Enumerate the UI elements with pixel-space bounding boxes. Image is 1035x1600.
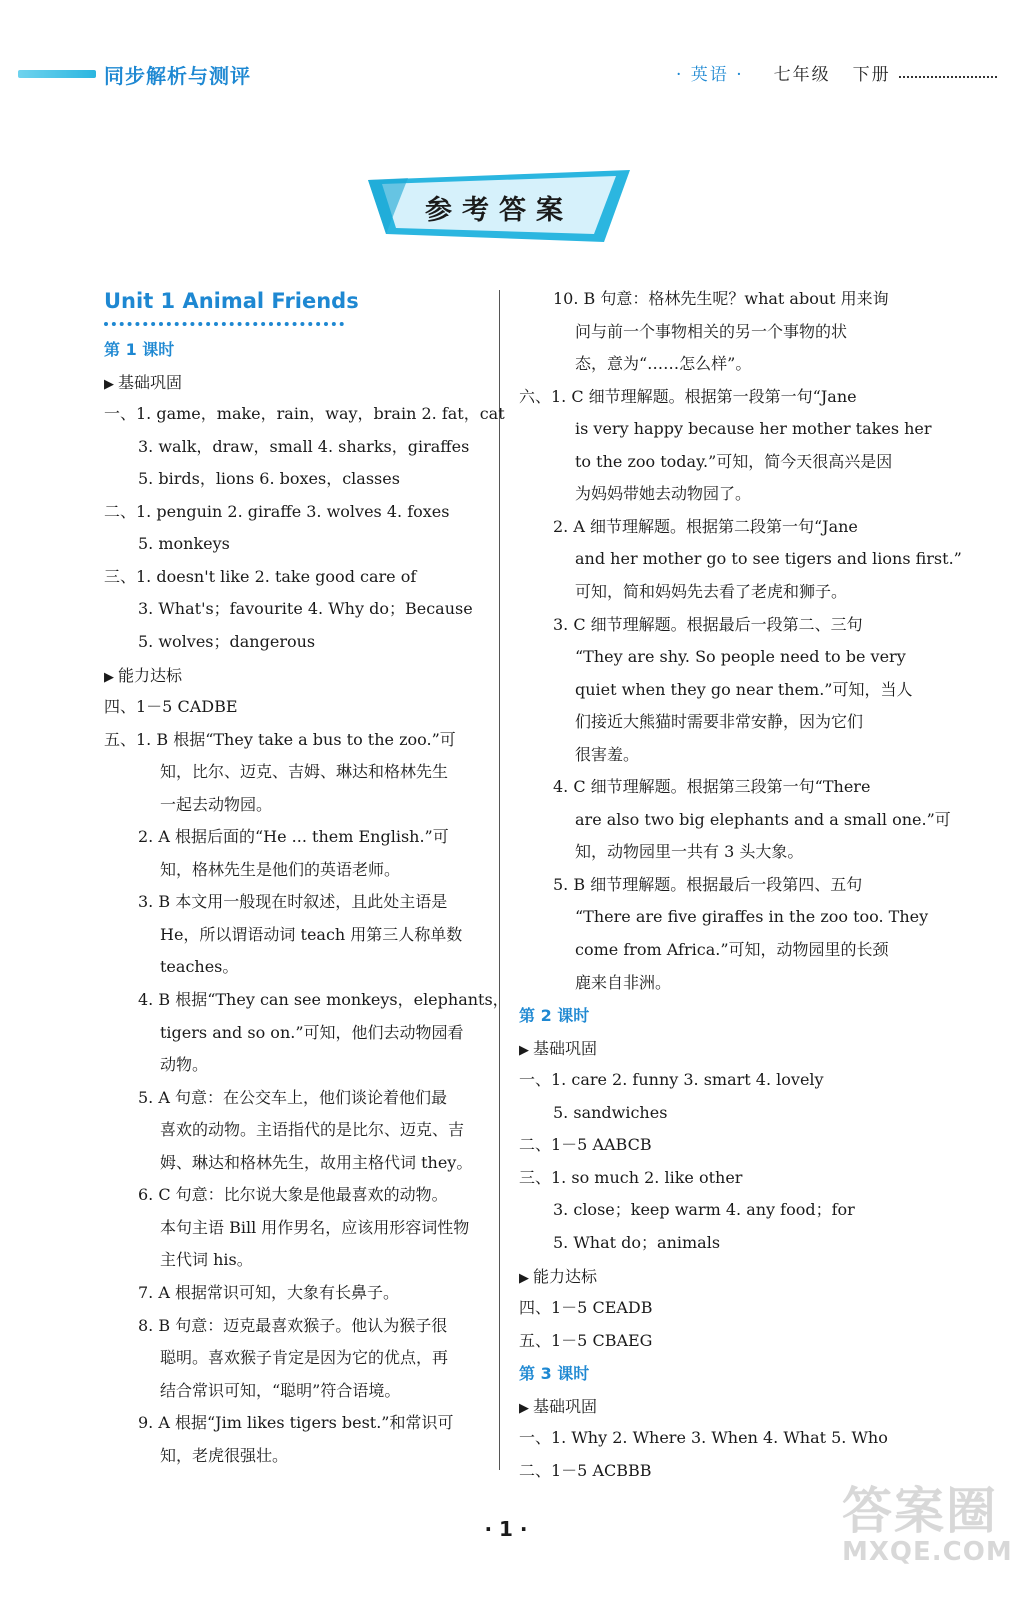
section-heading	[519, 1036, 597, 1059]
answer-line: 5. monkeys	[138, 534, 230, 554]
answer-line: 聪明。喜欢猴子肯定是因为它的优点，再	[160, 1348, 449, 1368]
answer-line: and her mother go to see tigers and lions first.”	[575, 549, 962, 569]
answer-line: 三、1. so much 2. like other	[519, 1167, 743, 1187]
play-triangle-icon: ▶	[104, 376, 114, 392]
answer-line: 9. A 根据“Jim likes tigers best.”和常识可	[138, 1413, 454, 1433]
banner-title: 参考答案	[425, 195, 573, 226]
answer-line: quiet when they go near them.”可知，当人	[575, 679, 913, 699]
answer-line: 知，动物园里一共有 3 头大象。	[575, 842, 804, 862]
answer-line: 7. A 根据常识可知，大象有长鼻子。	[138, 1282, 399, 1302]
answer-line: tigers and so on.”可知，他们去动物园看	[160, 1022, 464, 1042]
section-heading	[104, 663, 182, 686]
answer-line: 3. What's；favourite 4. Why do；Because	[138, 599, 473, 619]
answer-line: is very happy because her mother takes her	[575, 419, 932, 439]
section-heading	[519, 1264, 597, 1287]
header-dotted-leader	[899, 74, 997, 78]
answer-line: 四、1－5 CEADB	[519, 1298, 653, 1318]
section-heading-label: 基础巩固	[533, 1396, 598, 1416]
answer-line: 6. C 句意：比尔说大象是他最喜欢的动物。	[138, 1185, 448, 1205]
page-number: · 1 ·	[484, 1517, 528, 1541]
answer-line: 二、1－5 ACBBB	[519, 1460, 652, 1480]
answer-line: 六、1. C 细节理解题。根据第一段第一句“Jane	[519, 386, 857, 406]
answer-line: 3. B 本文用一般现在时叙述，且此处主语是	[138, 892, 448, 912]
answer-line: 知，格林先生是他们的英语老师。	[160, 859, 401, 879]
section-heading	[519, 1394, 597, 1417]
answer-line: 一、1. game，make，rain，way，brain 2. fat，cat	[104, 404, 505, 424]
answer-line: 主代词 his。	[160, 1250, 253, 1270]
section-heading-label: 能力达标	[118, 665, 183, 685]
answer-line: 二、1－5 AABCB	[519, 1135, 652, 1155]
unit-title: Unit 1 Animal Friends	[104, 289, 359, 313]
answer-line: 可知，简和妈妈先去看了老虎和狮子。	[575, 581, 848, 601]
grade-label: 七年级	[773, 65, 831, 85]
answer-line: to the zoo today.”可知，简今天很高兴是因	[575, 451, 893, 471]
answer-line: 姆、琳达和格林先生，故用主格代词 they。	[160, 1152, 473, 1172]
answer-line: 五、1. B 根据“They take a bus to the zoo.”可	[104, 729, 456, 749]
answer-line: 8. B 句意：迈克最喜欢猴子。他认为猴子很	[138, 1315, 448, 1335]
play-triangle-icon: ▶	[519, 1270, 529, 1286]
section-heading-label: 基础巩固	[533, 1038, 598, 1058]
answer-line: 结合常识可知，“聪明”符合语境。	[160, 1380, 401, 1400]
answer-line: 5. birds，lions 6. boxes，classes	[138, 469, 400, 489]
term-label: 下册	[852, 65, 891, 85]
answer-line: 知，老虎很强壮。	[160, 1445, 289, 1465]
answer-line: 3. walk，draw，small 4. sharks，giraffes	[138, 436, 470, 456]
answer-line: 三、1. doesn't like 2. take good care of	[104, 566, 417, 586]
answer-line: teaches。	[160, 957, 239, 977]
answer-line: 一、1. Why 2. Where 3. When 4. What 5. Who	[519, 1428, 888, 1448]
answer-line: 鹿来自非洲。	[575, 972, 672, 992]
answer-line: 知，比尔、迈克、吉姆、琳达和格林先生	[160, 762, 449, 782]
answer-line: 3. C 细节理解题。根据最后一段第二、三句	[553, 614, 863, 634]
section-heading	[104, 370, 182, 393]
play-triangle-icon: ▶	[104, 669, 114, 685]
answer-line: 本句主语 Bill 用作男名，应该用形容词性物	[160, 1217, 470, 1237]
answer-line: 态，意为“……怎么样”。	[575, 354, 752, 374]
watermark-text: 答案圈	[842, 1482, 998, 1540]
answer-line: He，所以谓语动词 teach 用第三人称单数	[160, 924, 463, 944]
answer-line: 4. B 根据“They can see monkeys，elephants，	[138, 990, 509, 1009]
answer-line: 二、1. penguin 2. giraffe 3. wolves 4. foxes	[104, 501, 450, 521]
lesson-heading: 第 1 课时	[104, 340, 175, 359]
book-title: 同步解析与测评	[104, 64, 251, 88]
answer-line: “They are shy. So people need to be very	[575, 647, 906, 667]
lesson-heading: 第 3 课时	[519, 1364, 590, 1384]
answers-banner	[368, 170, 630, 242]
answer-line: 3. close；keep warm 4. any food；for	[553, 1200, 855, 1220]
header-info	[676, 60, 997, 85]
answer-line: 喜欢的动物。主语指代的是比尔、迈克、吉	[160, 1120, 465, 1140]
answer-line: 为妈妈带她去动物园了。	[575, 484, 752, 504]
watermark-url: MXQE.COM	[842, 1537, 1013, 1567]
answer-line: “There are five giraffes in the zoo too. They	[575, 907, 929, 927]
answer-line: 5. B 细节理解题。根据最后一段第四、五句	[553, 874, 863, 894]
play-triangle-icon: ▶	[519, 1042, 529, 1058]
play-triangle-icon: ▶	[519, 1400, 529, 1416]
answer-line: 5. A 句意：在公交车上，他们谈论着他们最	[138, 1087, 447, 1107]
answer-line: 2. A 根据后面的“He ... them English.”可	[138, 827, 449, 847]
answer-line: 动物。	[160, 1055, 209, 1075]
answer-line: 10. B 句意：格林先生呢？what about 用来询	[553, 289, 889, 308]
answer-line: 一、1. care 2. funny 3. smart 4. lovely	[519, 1070, 824, 1090]
answer-line: 5. sandwiches	[553, 1102, 668, 1122]
watermark-logo	[842, 1484, 1012, 1580]
section-heading-label: 能力达标	[533, 1266, 598, 1286]
header-accent-bar	[18, 70, 96, 78]
answer-line: 5. What do；animals	[553, 1232, 721, 1252]
subject-label: · 英语 ·	[676, 65, 744, 85]
answer-line: 问与前一个事物相关的另一个事物的状	[575, 321, 848, 341]
answer-line: 5. wolves；dangerous	[138, 631, 316, 651]
answer-line: 4. C 细节理解题。根据第三段第一句“There	[553, 777, 871, 797]
answer-line: 2. A 细节理解题。根据第二段第一句“Jane	[553, 516, 858, 536]
answer-line: 很害羞。	[575, 744, 640, 764]
answer-line: 一起去动物园。	[160, 794, 273, 814]
answer-line: come from Africa.”可知，动物园里的长颈	[575, 940, 889, 959]
answer-line: 们接近大熊猫时需要非常安静，因为它们	[575, 712, 864, 732]
answer-line: 四、1－5 CADBE	[104, 697, 238, 717]
answer-line: are also two big elephants and a small one.”可	[575, 809, 951, 829]
unit-title-underline	[104, 318, 344, 326]
lesson-heading: 第 2 课时	[519, 1006, 590, 1026]
section-heading-label: 基础巩固	[118, 372, 183, 392]
answer-line: 五、1－5 CBAEG	[519, 1330, 653, 1350]
column-divider	[499, 290, 500, 1470]
